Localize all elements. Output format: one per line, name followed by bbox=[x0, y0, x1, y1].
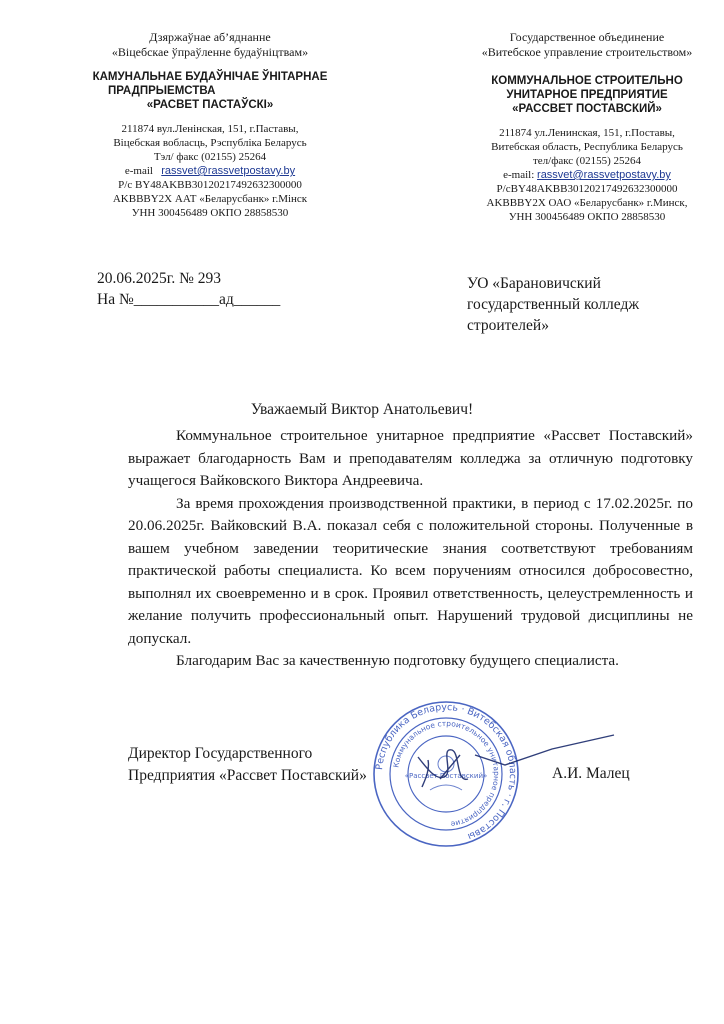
recipient-line2: государственный колледж bbox=[467, 296, 640, 313]
company-name-line1: КАМУНАЛЬНАЕ БУДАЎНІЧАЕ ЎНІТАРНАЕ bbox=[92, 71, 328, 83]
org-name-line2: «Витебское управление строительством» bbox=[481, 45, 693, 59]
recipient-block bbox=[467, 273, 639, 336]
org-name-line1: Государственное объединение bbox=[509, 30, 665, 44]
unn-okpo: УНН 300456489 ОКПО 28858530 bbox=[131, 207, 289, 219]
address-line2: Витебская область, Республика Беларусь bbox=[491, 141, 683, 153]
org-name-line1: Дзяржаўнае аб’яднанне bbox=[149, 30, 271, 44]
bank-name: AKBBBY2X ААТ «Беларусбанк» г.Мінск bbox=[112, 193, 308, 205]
paragraph: Благодарим Вас за качественную подготовку будущего специалиста. bbox=[176, 652, 619, 669]
company-name-line2: УНИТАРНОЕ ПРЕДПРИЯТИЕ bbox=[506, 89, 668, 101]
email-label: e-mail bbox=[124, 165, 153, 177]
signer-title-line2: Предприятия «Рассвет Поставский» bbox=[128, 767, 367, 784]
letter-body bbox=[128, 425, 693, 673]
svg-text:Коммунальное строительное унит: Коммунальное строительное унитарное предприятие bbox=[391, 718, 502, 829]
signer-title-line1: Директор Государственного bbox=[128, 745, 313, 762]
bank-account: Р/cBY48AKBB30120217492632300000 bbox=[496, 183, 678, 195]
recipient-line1: УО «Барановичский bbox=[467, 275, 601, 292]
header-right bbox=[452, 30, 722, 224]
phone-fax: тел/факс (02155) 25264 bbox=[532, 155, 642, 167]
bank-name: AKBBBY2X ОАО «Беларусбанк» г.Минск, bbox=[486, 197, 688, 209]
recipient-line3: строителей» bbox=[467, 317, 549, 334]
address-line2: Віцебская вобласць, Рэспубліка Беларусь bbox=[113, 137, 307, 149]
date-number: 20.06.2025г. № 293 bbox=[97, 270, 222, 287]
unn-okpo: УНН 300456489 ОКПО 28858530 bbox=[508, 211, 666, 223]
address-line1: 211874 ул.Ленинская, 151, г.Поставы, bbox=[499, 127, 675, 139]
svg-text:«Рассвет Поставский»: «Рассвет Поставский» bbox=[404, 772, 488, 780]
org-name-line2: «Віцебскае ўпраўленне будаўніцтвам» bbox=[111, 45, 309, 59]
paragraph: Коммунальное строительное унитарное предприятие «Рассвет Поставский» выражает благодарность Вам и преподавателям колледжа за отличную подготовку учащегося Вайковского Виктора Андреевича. bbox=[128, 427, 693, 489]
bank-account: Р/с BY48AKBB30120217492632300000 bbox=[118, 179, 302, 191]
phone-fax: Тэл/ факс (02155) 25264 bbox=[153, 151, 267, 163]
company-name-line3: «РАССВЕТ ПОСТАВСКИЙ» bbox=[512, 103, 662, 115]
signature-block bbox=[128, 743, 367, 787]
company-name-line3: «РАСВЕТ ПАСТАЎСКІ» bbox=[146, 99, 274, 111]
email-row bbox=[452, 168, 722, 182]
salutation: Уважаемый Виктор Анатольевич! bbox=[250, 401, 474, 418]
address-line1: 211874 вул.Ленінская, 151, г.Паставы, bbox=[121, 123, 299, 135]
reference-block bbox=[97, 268, 280, 310]
email-row bbox=[40, 164, 380, 178]
email-label: e-mail: bbox=[503, 169, 535, 181]
header-left bbox=[40, 30, 380, 220]
handwritten-signature bbox=[400, 725, 630, 805]
company-name-line2: ПРАДПРЫЕМСТВА bbox=[108, 85, 216, 97]
svg-text:Республика Беларусь · Витебска: Республика Беларусь · Витебская область · г. Поставы bbox=[374, 701, 519, 842]
company-name-line1: КОММУНАЛЬНОЕ СТРОИТЕЛЬНО bbox=[491, 75, 683, 87]
paragraph: За время прохождения производственной практики, в период с 17.02.2025г. по 20.06.2025г. Вайковский В.А. показал себя с положительной стороны. Полученные в вашем учебном заведении теоритические знания соответствуют требованиям практической работы специалиста. Ко всем поручениям относился добросовестно, выполнял их своевременно и в срок. Проявил ответственность, целеустремленность и желание получить профессиональный опыт. Нарушений трудовой дисциплины не допускал. bbox=[128, 494, 693, 647]
email-link[interactable]: rassvet@rassvetpostavy.by bbox=[161, 165, 296, 177]
signer-name: А.И. Малец bbox=[552, 765, 630, 782]
email-link[interactable]: rassvet@rassvetpostavy.by bbox=[537, 169, 671, 181]
in-reply-to: На №___________ад______ bbox=[97, 291, 281, 308]
